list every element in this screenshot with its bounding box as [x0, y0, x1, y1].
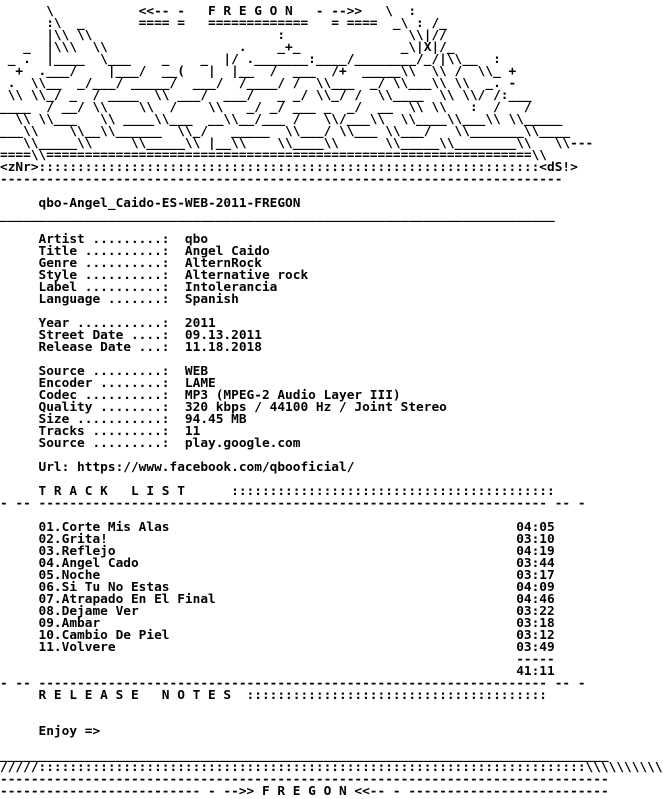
nfo-line: Language .......: Spanish [0, 292, 239, 307]
nfo-line: Tracks .........: 11 [0, 424, 201, 439]
nfo-line: 06.Si Tu No Estas 04:09 [0, 580, 555, 595]
nfo-line: \\ \\_/ _ / ____ \\ ___/ ___/ _ _/ \\_/ / \\____ \\ \\/ /:___ [0, 88, 532, 103]
nfo-line: Encoder ........: LAME [0, 376, 216, 391]
nfo-line: Source .........: WEB [0, 364, 209, 379]
nfo-line: \\_____\\ \\_____\\ |__\\ \\____\\ \\_____\\________\\ \\--- [0, 136, 594, 151]
nfo-line: . \\__ _/___/ _____/ ___/ /____/ / \\___ _/ \\___\\ \\ _. - [0, 76, 517, 91]
nfo-line: Size ...........: 94.45 MB [0, 412, 247, 427]
nfo-line: R E L E A S E N O T E S ::::::::::::::::::::::::::::::::::::::: [0, 688, 548, 703]
nfo-line: 08.Dejame Ver 03:22 [0, 604, 555, 619]
nfo-line: Release Date ...: 11.18.2018 [0, 340, 262, 355]
nfo-line: Enjoy => [0, 724, 101, 739]
nfo-line: |\\ \\ : \\|// [0, 28, 447, 43]
nfo-line: 02.Grita! 03:10 [0, 532, 555, 547]
nfo-line: Title ..........: Angel Caido [0, 244, 270, 259]
nfo-line: 07.Atrapado En El Final 04:46 [0, 592, 555, 607]
nfo-line: ====\\===============================================================\\ [0, 148, 548, 163]
nfo-line: /////:::::::::::::::::::::::::::::::::::::::::::::::::::::::::::::::::::::::\\\\\\\\\\ [0, 760, 663, 775]
nfo-line: ____ / __/ \\ \\ / \\ _/ _/ ___ _ _/ __ \\ \\ : / / [0, 100, 532, 115]
nfo-line: 05.Noche 03:17 [0, 568, 555, 583]
nfo-line: - -- ------------------------------------------------------------------ -- - [0, 676, 586, 691]
nfo-line: Quality ........: 320 kbps / 44100 Hz / Joint Stereo [0, 400, 447, 415]
nfo-line: ________________________________________________________________________ [0, 208, 555, 223]
nfo-line: Source .........: play.google.com [0, 436, 301, 451]
nfo-line: \ <<-- - F R E G O N - -->> \ : [0, 4, 417, 19]
nfo-line: Genre ..........: AlternRock [0, 256, 262, 271]
nfo-line: Style ..........: Alternative rock [0, 268, 309, 283]
nfo-line: ___\\ \\__\\______ \\_/ _____ \\___/ \\___ \\___/ \\_______\\____ [0, 124, 571, 139]
nfo-line: _ . |____ \___ _ _ |/ ._______:____/________/_/|\\__ : [0, 52, 501, 67]
nfo-line: Year ...........: 2011 [0, 316, 216, 331]
nfo-text-viewer [0, 4, 663, 799]
nfo-line: 10.Cambio De Piel 03:12 [0, 628, 555, 643]
nfo-line: ----- [0, 652, 555, 667]
nfo-line: <zNr>:::::::::::::::::::::::::::::::::::::::::::::::::::::::::::::::::<dS!> [0, 160, 578, 175]
nfo-line: _______________________________________________________________________________ [0, 748, 609, 763]
nfo-line: Codec ..........: MP3 (MPEG-2 Audio Layer III) [0, 388, 401, 403]
nfo-line: ------------------------------------------------------------------------------- [0, 772, 609, 787]
nfo-line [0, 702, 648, 714]
nfo-line: 03.Reflejo 04:19 [0, 544, 555, 559]
nfo-line: ------------------------------------------------------------------------- [0, 172, 563, 187]
nfo-line: T R A C K L I S T :::::::::::::::::::::::::::::::::::::::::: [0, 484, 555, 499]
nfo-line: -------------------------- - -->> F R E G O N <<-- - -------------------------- [0, 784, 609, 799]
nfo-line: 01.Corte Mis Alas 04:05 [0, 520, 555, 535]
nfo-line: Artist .........: qbo [0, 232, 209, 247]
nfo-line: :\ _ ==== = ============= = ==== _\ : /_ [0, 16, 447, 31]
nfo-line: _ |\\\ \\ . _+_ _\|X|/_ [0, 40, 455, 55]
nfo-line: + .___/ |___/ __( | |__ / ___ /+ _____\\ \\ / \\_ + [0, 64, 517, 79]
nfo-line: qbo-Angel_Caido-ES-WEB-2011-FREGON [0, 196, 301, 211]
nfo-line: - -- ------------------------------------------------------------------ -- - [0, 496, 586, 511]
nfo-line: 41:11 [0, 664, 555, 679]
nfo-line: 11.Volvere 03:49 [0, 640, 555, 655]
nfo-line: Street Date ....: 09.13.2011 [0, 328, 262, 343]
nfo-line: Label ..........: Intolerancia [0, 280, 278, 295]
nfo-line: 04.Angel Cado 03:44 [0, 556, 555, 571]
nfo-line: Url: https://www.facebook.com/qbooficial/ [0, 460, 355, 475]
nfo-line: \\ \\___ \\ ____\\___ __\\__/___ / \\/___\\ \\____\\___\\ \\_____ [0, 112, 563, 127]
nfo-line: 09.Ambar 03:18 [0, 616, 555, 631]
